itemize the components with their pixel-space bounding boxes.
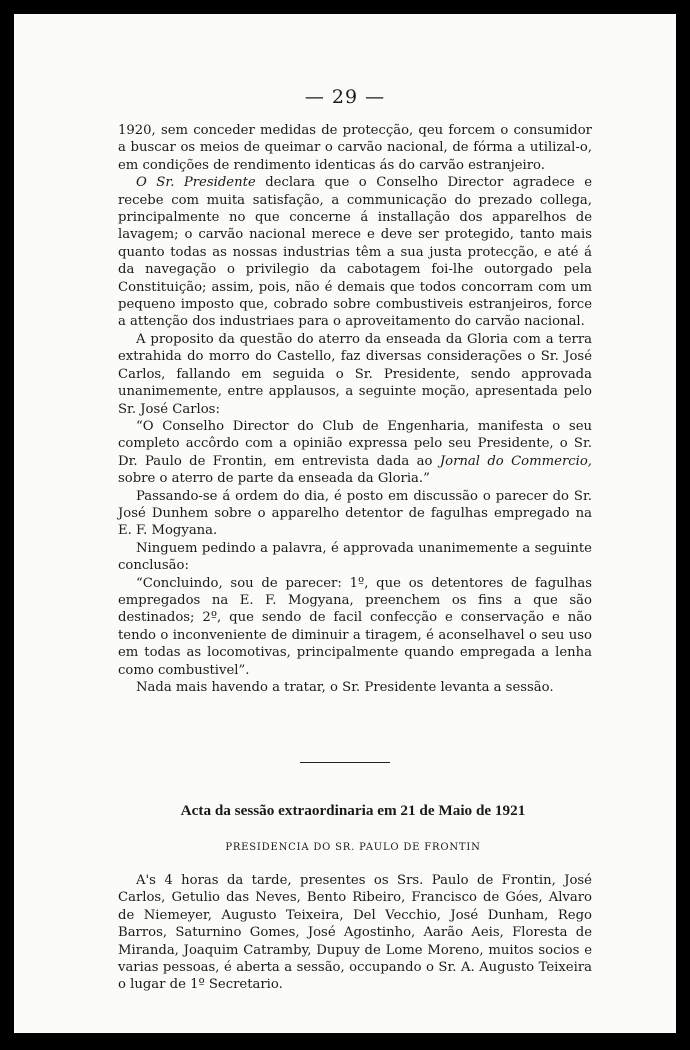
paragraph-2 bbox=[118, 174, 592, 331]
paragraph-3: A proposito da questão do aterro da enseada da Gloria com a terra extrahida do morro do Castello, faz diversas considerações o Sr. José Carlos, fallando em seguida o Sr. Presidente, sendo approvada unanimemente, entre applausos, a seguinte moção, apresentada pelo Sr. José Carlos: bbox=[118, 331, 592, 417]
paragraph-1: 1920, sem conceder medidas de protecção, qeu forcem o consumidor a buscar os meios de queimar o carvão nacional, de fórma a utilizal-o, em condições de rendimento identicas ás do carvão estranjeiro. bbox=[118, 123, 592, 173]
opening-paragraph: A's 4 horas da tarde, presentes os Srs. Paulo de Frontin, José Carlos, Getulio das Neves, Bento Ribeiro, Francisco de Góes, Alvaro de Niemeyer, Augusto Teixeira, Del Vecchio, José Dunham, Rego Barros, Saturnino Gomes, José Agostinho, Aarão Aeis, Floresta de Miranda, Joaquim Catramby, Dupuy de Lome Moreno, muitos socios e varias pessoas, é aberta a sessão, occupando o Sr. A. Augusto Teixeira o lugar de 1º Secretario. bbox=[118, 873, 592, 993]
motion-text-b: sobre o aterro de parte da enseada da Gloria.” bbox=[118, 471, 430, 487]
session-opening bbox=[118, 872, 592, 994]
motion-quote bbox=[118, 418, 592, 488]
document-page bbox=[14, 14, 676, 1033]
speaker-name: O Sr. Presidente bbox=[136, 175, 256, 191]
conclusion-quote: “Concluindo, sou de parecer: 1º, que os detentores de fagulhas empregados na E. F. Mogyana, preenchem os fins a que são destinados; 2º, que sendo de facil confecção e conservação e não tendo o inconveniente de diminuir a tiragem, é aconselhavel o seu uso em todas as locomotivas, principalmente quando empregada a lenha como combustivel”. bbox=[118, 575, 592, 678]
paragraph-5: Passando-se á ordem do dia, é posto em discussão o parecer do Sr. José Dunhem sobre o apparelho detentor de fagulhas empregado na E. F. Mogyana. bbox=[118, 488, 592, 539]
section-title: Acta da sessão extraordinaria em 21 de Maio de 1921 bbox=[180, 802, 526, 819]
paragraph-2-text: declara que o Conselho Director agradece e recebe com muita satisfação, a communicação do prezado collega, principalmente no que concerne á installação dos apparelhos de lavagem; o carvão nacional merece e deve ser protegido, tanto mais quanto todas as nossas industrias têm a sua justa protecção, e até á da navegação o privilegio da cabotagem foi-lhe outorgado pela Constituição; assim, pois, não é demais que todos concorram com um pequeno imposto que, cobrado sobre combustiveis estranjeiros, force a attenção dos industriaes para o aproveitamento do carvão nacional. bbox=[118, 175, 593, 330]
presidency-line: PRESIDENCIA DO SR. PAULO DE FRONTIN bbox=[225, 842, 481, 853]
motion-text-a: “O Conselho Director do Club de Engenharia, manifesta o seu completo accôrdo com a opinião expressa pelo seu Presidente, o Sr. Dr. Paulo de Frontin, em entrevista dada ao bbox=[118, 418, 592, 469]
paragraph-8: Nada mais havendo a tratar, o Sr. Presidente levanta a sessão. bbox=[136, 680, 554, 695]
paragraph-6: Ninguem pedindo a palavra, é approvada unanimemente a seguinte conclusão: bbox=[118, 540, 592, 574]
section-divider bbox=[300, 762, 390, 763]
minutes-body bbox=[118, 122, 592, 696]
journal-name: Jornal do Commercio, bbox=[439, 453, 592, 469]
page-number: — 29 — bbox=[304, 86, 386, 108]
